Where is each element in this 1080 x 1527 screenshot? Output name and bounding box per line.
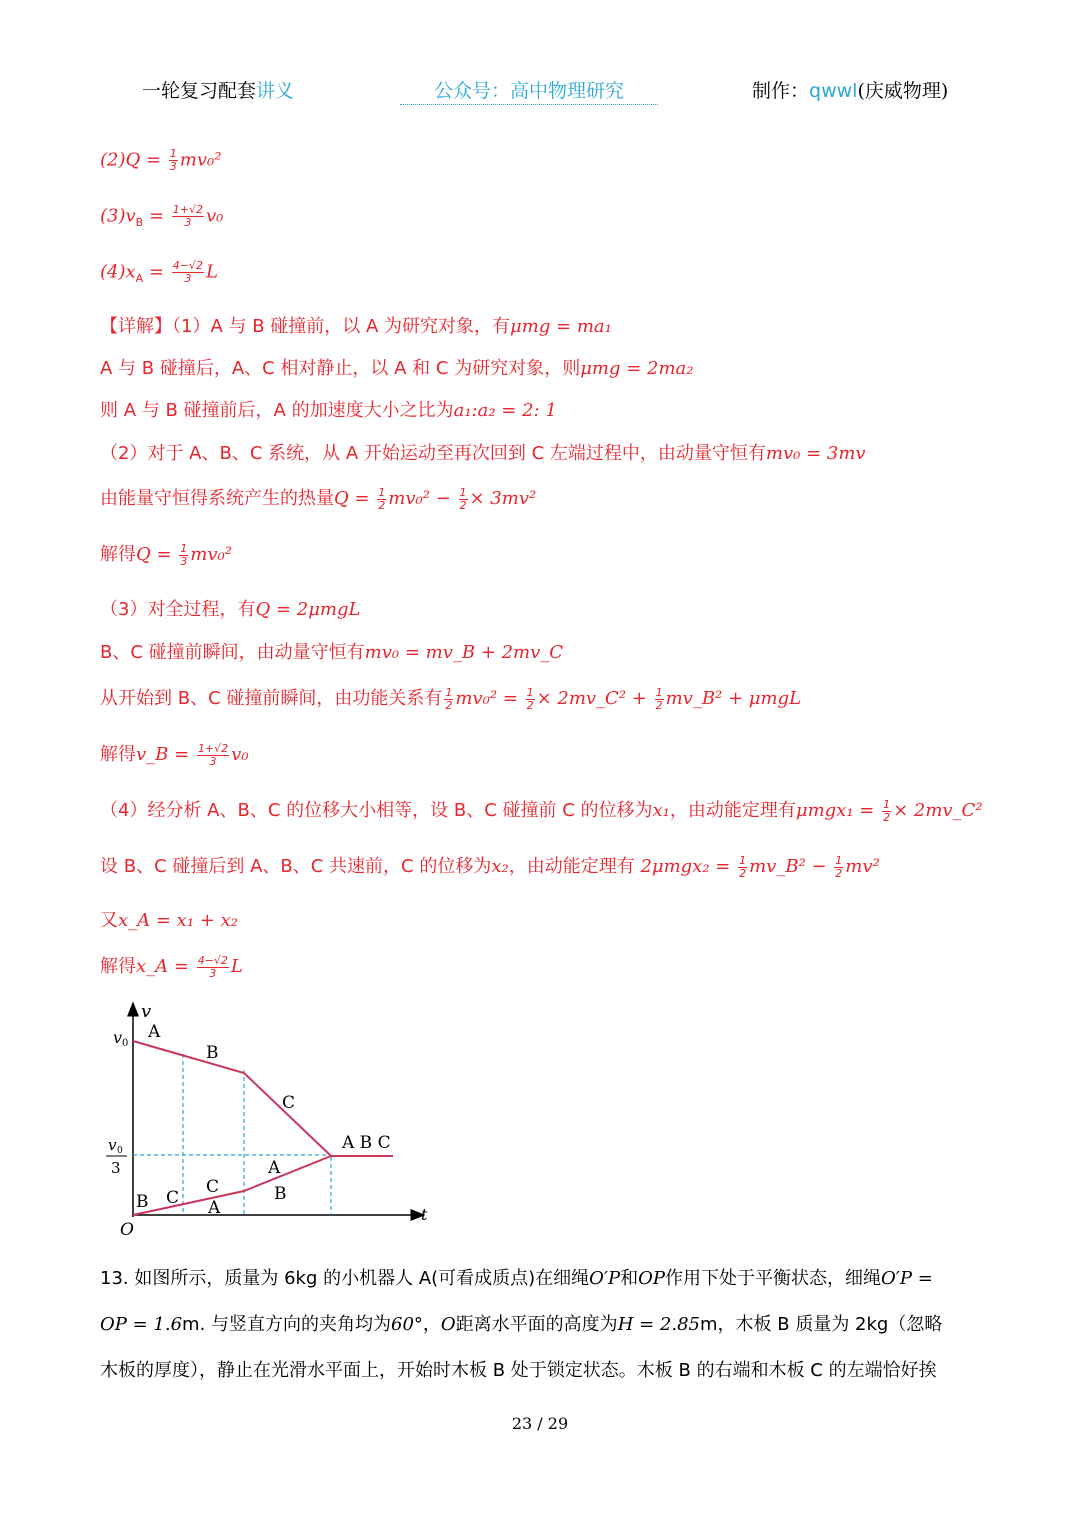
answer-4-sub: A — [135, 272, 144, 286]
solution-math: × 2mv_C² — [893, 800, 983, 821]
fraction-numerator: 1 — [655, 685, 663, 699]
solution-text: 则 A 与 B 碰撞前后，A 的加速度大小之比为 — [100, 400, 454, 421]
solution-math: mv₀² − — [388, 488, 457, 509]
fraction-denominator: 2 — [445, 698, 453, 712]
solution-math: v₀ — [231, 744, 249, 765]
problem-math: O′P — [589, 1268, 621, 1289]
solution-text: 设 B、C 碰撞后到 A、B、C 共速前，C 的位移为 — [100, 856, 492, 877]
fraction-numerator: 1+√2 — [172, 203, 203, 216]
fraction-numerator: 1+√2 — [197, 741, 229, 755]
solution-math: × 3mv² — [469, 488, 537, 509]
solution-math: × 2mv_C² + — [536, 688, 653, 709]
header-right-suffix: (庆威物理) — [857, 80, 949, 102]
problem-text: m，木板 B 质量为 2kg（忽略 — [700, 1314, 943, 1335]
solution-math: Q = — [136, 544, 178, 565]
solution-math: Q = 2μmgL — [255, 599, 361, 620]
v0-subscript: 0 — [122, 1038, 129, 1049]
solution-math: mv_B² + μmgL — [665, 688, 802, 709]
solution-line-6 — [100, 540, 232, 568]
solution-text: （2）对于 A、B、C 系统，从 A 开始运动至再次回到 C 左端过程中，由动量守恒有 — [100, 443, 766, 464]
solution-math: x₂ — [491, 856, 509, 877]
answer-3-eq: = — [143, 205, 170, 227]
solution-math: 2μmgx₂ = — [640, 856, 737, 877]
problem-text: 作用下处于平衡状态，细绳 — [665, 1268, 882, 1289]
fraction — [444, 687, 453, 712]
problem-13 — [100, 1256, 984, 1394]
problem-text: m. 与竖直方向的夹角均为 — [182, 1314, 392, 1335]
label-upper-a: A — [148, 1022, 161, 1042]
fraction-denominator: 2 — [459, 498, 467, 512]
fraction-numerator: 1 — [445, 685, 453, 699]
solution-text: 解得 — [100, 544, 136, 565]
problem-text: 和 — [620, 1268, 639, 1289]
solution-math: x₁ — [652, 800, 670, 821]
fraction — [172, 204, 204, 229]
fraction-denominator: 3 — [169, 160, 177, 173]
solution-text: 解得 — [100, 956, 136, 977]
solution-line-1 — [100, 312, 612, 338]
solution-math: mv² — [845, 856, 880, 877]
fraction-numerator: 1 — [180, 541, 188, 555]
header-left-prefix: 一轮复习配套 — [142, 80, 257, 102]
fraction — [526, 687, 535, 712]
solution-math: mv₀ = mv_B + 2mv_C — [364, 642, 564, 663]
answer-3-sub: B — [135, 216, 144, 230]
fraction-numerator: 1 — [883, 797, 891, 811]
solution-math: mv_B² − — [749, 856, 833, 877]
fraction-numerator: 1 — [835, 853, 843, 867]
fraction — [172, 260, 204, 285]
fraction-denominator: 2 — [883, 810, 891, 824]
answer-4 — [100, 260, 218, 285]
fraction-numerator: 1 — [459, 485, 467, 499]
label-common: A B C — [342, 1133, 391, 1153]
label-upper-b: B — [206, 1043, 219, 1063]
velocity-time-graph — [96, 995, 436, 1245]
problem-math: 60° — [391, 1314, 423, 1335]
solution-line-2 — [100, 354, 694, 380]
label-lower-a: A — [208, 1198, 221, 1218]
fraction — [377, 487, 386, 512]
solution-line-3 — [100, 396, 557, 422]
solution-text: （3）对全过程，有 — [100, 599, 256, 620]
solution-text: （4）经分析 A、B、C 的位移大小相等，设 B、C 碰撞前 C 的位移为 — [100, 800, 653, 821]
guide-lines — [133, 1054, 331, 1215]
problem-text: 木板的厚度），静止在光滑水平面上，开始时木板 B 处于锁定状态。木板 B 的右端和木板 C 的左端恰好挨 — [100, 1360, 937, 1381]
origin-label: O — [120, 1220, 134, 1240]
solution-math: Q = — [334, 488, 376, 509]
problem-text: 13. 如图所示，质量为 6kg 的小机器人 A(可看成质点)在细绳 — [100, 1268, 590, 1289]
fraction-denominator: 3 — [209, 754, 217, 768]
solution-math: x_A = x₁ + x₂ — [118, 910, 238, 931]
fraction-numerator: 1 — [739, 853, 747, 867]
solution-math: mv₀² = — [455, 688, 524, 709]
header-left — [142, 76, 294, 103]
fraction-numerator: 1 — [378, 485, 386, 499]
header-public-account: 公众号：高中物理研究 — [400, 76, 658, 105]
fraction — [179, 543, 188, 568]
fraction-denominator: 2 — [526, 698, 534, 712]
solution-math: μmg = 2ma₂ — [580, 358, 694, 379]
problem-math: OP = 1.6 — [100, 1314, 183, 1335]
solution-math: μmgx₁ = — [795, 800, 881, 821]
solution-text: 从开始到 B、C 碰撞前瞬间，由功能关系有 — [100, 688, 443, 709]
fraction-denominator: 3 — [180, 554, 188, 568]
solution-text: （1）A 与 B 碰撞前，以 A 为研究对象，有 — [172, 316, 511, 337]
solution-line-14 — [100, 952, 243, 980]
solution-math: L — [230, 956, 243, 977]
solution-text: 由能量守恒得系统产生的热量 — [100, 488, 334, 509]
solution-line-5 — [100, 484, 536, 512]
problem-text: ， — [422, 1314, 441, 1335]
header-right-prefix: 制作： — [752, 80, 810, 102]
solution-math: a₁:a₂ = 2: 1 — [453, 400, 557, 421]
v-axis-label: v — [141, 1001, 152, 1022]
solution-line-11 — [100, 796, 983, 824]
solution-text: 解得 — [100, 744, 136, 765]
header-left-highlight: 讲义 — [256, 80, 295, 102]
header-right — [752, 76, 948, 103]
answer-3-lhs: (3)v — [100, 205, 136, 227]
solution-tag: 【详解】 — [100, 316, 172, 337]
solution-line-8 — [100, 638, 563, 664]
fraction-denominator: 3 — [184, 272, 192, 285]
problem-math: O′P = — [881, 1268, 933, 1289]
fraction-denominator: 3 — [184, 216, 192, 229]
solution-math: μmg = ma₁ — [510, 316, 612, 337]
solution-math: mv₀ = 3mv — [765, 443, 866, 464]
label-upper-c: C — [282, 1093, 296, 1113]
fraction-denominator: 3 — [209, 966, 217, 980]
fraction — [197, 955, 229, 980]
solution-text: 又 — [100, 910, 118, 931]
solution-math: mv₀² — [190, 544, 232, 565]
problem-math: H = 2.85 — [617, 1314, 700, 1335]
solution-line-10 — [100, 740, 249, 768]
solution-math: x_A = — [136, 956, 195, 977]
fraction-denominator: 2 — [378, 498, 386, 512]
fraction-numerator: 4−√2 — [172, 259, 203, 272]
solution-line-9 — [100, 684, 801, 712]
problem-math: O — [440, 1314, 456, 1335]
fraction — [882, 799, 891, 824]
fraction — [197, 743, 229, 768]
answer-3-tail: v₀ — [205, 205, 224, 227]
answer-3 — [100, 204, 223, 229]
problem-math: OP — [638, 1268, 666, 1289]
header-right-highlight: qwwl — [809, 80, 858, 102]
fraction-denominator: 2 — [739, 866, 747, 880]
page-number: 23 / 29 — [511, 1414, 569, 1433]
fraction — [169, 148, 178, 173]
problem-line-2 — [100, 1302, 984, 1348]
fraction-numerator: 1 — [526, 685, 534, 699]
label-lower-b: B — [136, 1192, 149, 1212]
solution-text: ，由动能定理有 — [508, 856, 641, 877]
label-lower-c: C — [166, 1188, 180, 1208]
solution-line-4 — [100, 439, 866, 465]
answer-2-tail: mv₀² — [179, 149, 222, 171]
problem-line-1 — [100, 1256, 984, 1302]
v0-third-numerator-sub: 0 — [117, 1146, 123, 1156]
solution-math: v_B = — [136, 744, 195, 765]
solution-line-12 — [100, 852, 880, 880]
fraction — [655, 687, 664, 712]
fraction — [459, 487, 468, 512]
lower-velocity-line — [133, 1156, 331, 1215]
solution-line-7 — [100, 595, 360, 621]
fraction-numerator: 4−√2 — [197, 953, 228, 967]
solution-text: ，由动能定理有 — [669, 800, 796, 821]
fraction — [834, 855, 843, 880]
v0-third-numerator: v — [108, 1136, 117, 1154]
label-lower-a2: A — [268, 1158, 281, 1178]
problem-text: 距离水平面的高度为 — [455, 1314, 618, 1335]
answer-4-eq: = — [143, 261, 170, 283]
fraction-denominator: 2 — [655, 698, 663, 712]
answer-2-lhs: (2)Q = — [100, 149, 167, 171]
answer-2 — [100, 148, 221, 173]
t-axis-label: t — [421, 1205, 428, 1224]
fraction-denominator: 2 — [835, 866, 843, 880]
problem-line-3 — [100, 1348, 984, 1394]
answer-4-lhs: (4)x — [100, 261, 136, 283]
label-lower-c2: C — [206, 1177, 220, 1197]
answer-4-tail: L — [205, 261, 218, 283]
solution-line-13 — [100, 906, 238, 932]
solution-text: A 与 B 碰撞后，A、C 相对静止，以 A 和 C 为研究对象，则 — [100, 358, 581, 379]
label-lower-b2: B — [274, 1184, 287, 1204]
fraction-numerator: 1 — [169, 147, 177, 160]
v0-label: v — [113, 1028, 123, 1047]
fraction — [738, 855, 747, 880]
v0-third-denominator: 3 — [111, 1159, 121, 1177]
solution-text: B、C 碰撞前瞬间，由动量守恒有 — [100, 642, 365, 663]
